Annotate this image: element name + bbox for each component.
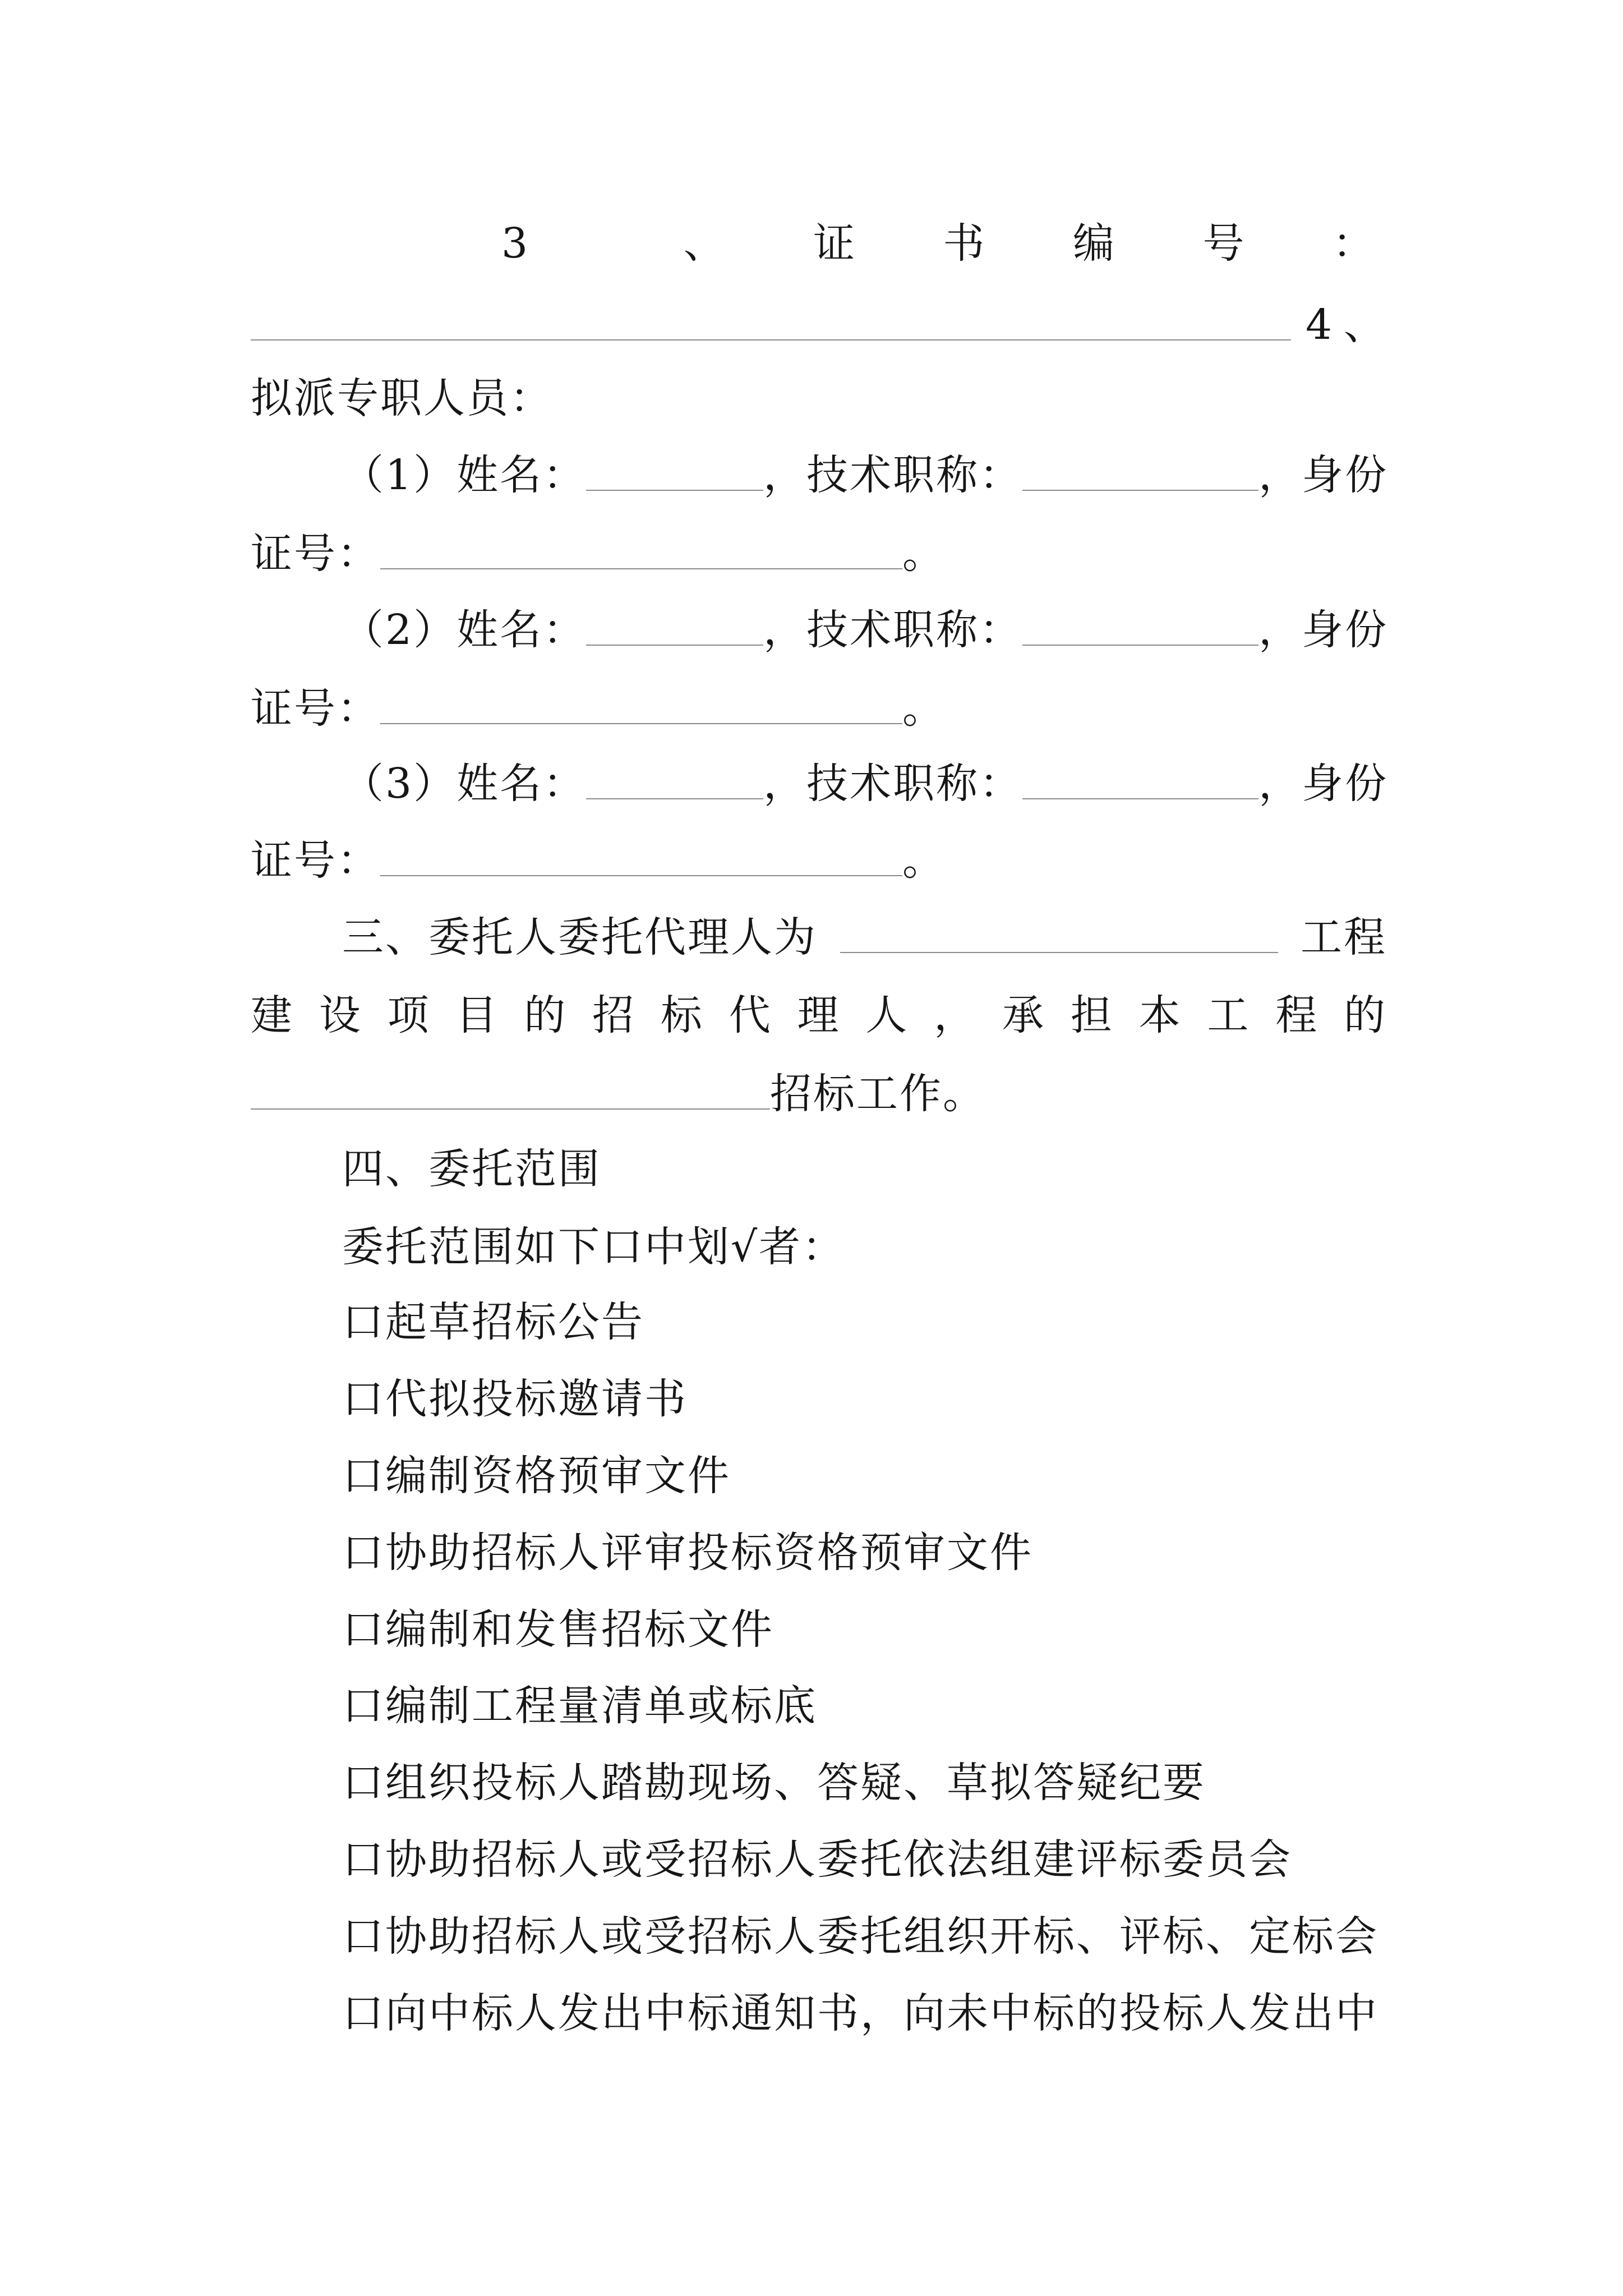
text-char: ， (934, 991, 978, 1039)
section4-instruction: 委托范围如下口中划√者： (342, 1223, 846, 1271)
id-number-blank-field (380, 531, 902, 569)
staff-id-line (251, 686, 946, 731)
text-char: 4 (1306, 301, 1334, 349)
scope-list-item: 口编制和发售招标文件 (342, 1605, 774, 1654)
name-blank-field (586, 761, 763, 799)
id-label-start: ，身份 (1258, 606, 1389, 654)
scope-list-item: 口协助招标人评审投标资格预审文件 (342, 1529, 1033, 1577)
text-char: 、 (1344, 301, 1387, 349)
section3-line3-end: 招标工作。 (770, 1070, 986, 1118)
certificate-blank-line (251, 302, 1387, 347)
text-char: 工 (1207, 991, 1251, 1039)
text-char: 理 (797, 991, 841, 1039)
text-char: 人 (865, 991, 909, 1039)
id-label: 证号： (251, 684, 380, 733)
name-label: （3）姓名： (342, 760, 587, 808)
text-char: 建 (251, 991, 294, 1039)
text-char: 设 (319, 991, 362, 1039)
text-char: 号 (1202, 219, 1246, 268)
id-label: 证号： (251, 530, 380, 578)
next-item-number (1291, 302, 1387, 347)
text-char: 代 (728, 991, 772, 1039)
scope-list-item: 口组织投标人踏勘现场、答疑、草拟答疑纪要 (342, 1759, 1206, 1807)
id-number-blank-field (380, 686, 902, 724)
scope-list-item: 口代拟投标邀请书 (342, 1375, 688, 1423)
section3-line2 (251, 993, 1387, 1038)
section4-heading: 四、委托范围 (342, 1145, 601, 1193)
name-blank-field (586, 608, 763, 646)
staff-name-line (342, 761, 1387, 806)
title-label: ，技术职称： (763, 760, 1023, 808)
tender-scope-blank-field (251, 1071, 770, 1110)
scope-list-item: 口编制工程量清单或标底 (342, 1682, 817, 1730)
scope-list-item: 口协助招标人或受招标人委托组织开标、评标、定标会 (342, 1912, 1378, 1961)
section3-line1 (342, 915, 1387, 960)
title-label: ，技术职称： (763, 451, 1023, 499)
agent-name-blank-field (840, 915, 1278, 953)
text-char: 标 (660, 991, 704, 1039)
title-blank-field (1022, 453, 1258, 491)
text-char: 、 (683, 219, 727, 268)
id-label: 证号： (251, 836, 380, 885)
text-char: 的 (524, 991, 568, 1039)
name-label: （1）姓名： (342, 451, 587, 499)
text-char: 书 (943, 219, 986, 268)
end-mark: 。 (902, 684, 946, 733)
text-char: 担 (1070, 991, 1114, 1039)
text-char: 证 (813, 219, 857, 268)
end-mark: 。 (902, 836, 946, 885)
certificate-number-line (501, 221, 1376, 266)
id-label-start: ，身份 (1258, 760, 1389, 808)
text-char: 编 (1073, 219, 1117, 268)
staff-heading: 拟派专职人员： (251, 374, 553, 422)
text-char: 项 (387, 991, 431, 1039)
staff-name-line (342, 453, 1387, 498)
text-char: 承 (1002, 991, 1045, 1039)
staff-id-line (251, 838, 946, 883)
name-label: （2）姓名： (342, 606, 587, 654)
staff-id-line (251, 531, 946, 576)
text-char: 本 (1138, 991, 1182, 1039)
id-number-blank-field (380, 838, 902, 876)
text-char: 目 (455, 991, 499, 1039)
id-label-start: ，身份 (1258, 451, 1389, 499)
text-char: 3 (501, 219, 530, 268)
scope-list-item: 口向中标人发出中标通知书，向未中标的投标人发出中 (342, 1989, 1378, 2037)
section3-text: 三、委托人委托代理人为 (342, 913, 817, 961)
scope-list-item: 口协助招标人或受招标人委托依法组建评标委员会 (342, 1835, 1292, 1884)
certificate-number-blank-field (251, 302, 1291, 341)
name-blank-field (586, 453, 763, 491)
staff-name-line (342, 608, 1387, 652)
title-blank-field (1022, 608, 1258, 646)
scope-list-item: 口起草招标公告 (342, 1298, 644, 1346)
text-char: ： (1332, 219, 1376, 268)
end-mark: 。 (902, 530, 946, 578)
text-char: 招 (592, 991, 636, 1039)
text-char: 程 (1275, 991, 1319, 1039)
text-char: 的 (1344, 991, 1387, 1039)
section3-line3 (251, 1071, 986, 1116)
title-blank-field (1022, 761, 1258, 799)
title-label: ，技术职称： (763, 606, 1023, 654)
scope-list-item: 口编制资格预审文件 (342, 1452, 731, 1500)
section3-line1-end: 工程 (1301, 913, 1387, 961)
